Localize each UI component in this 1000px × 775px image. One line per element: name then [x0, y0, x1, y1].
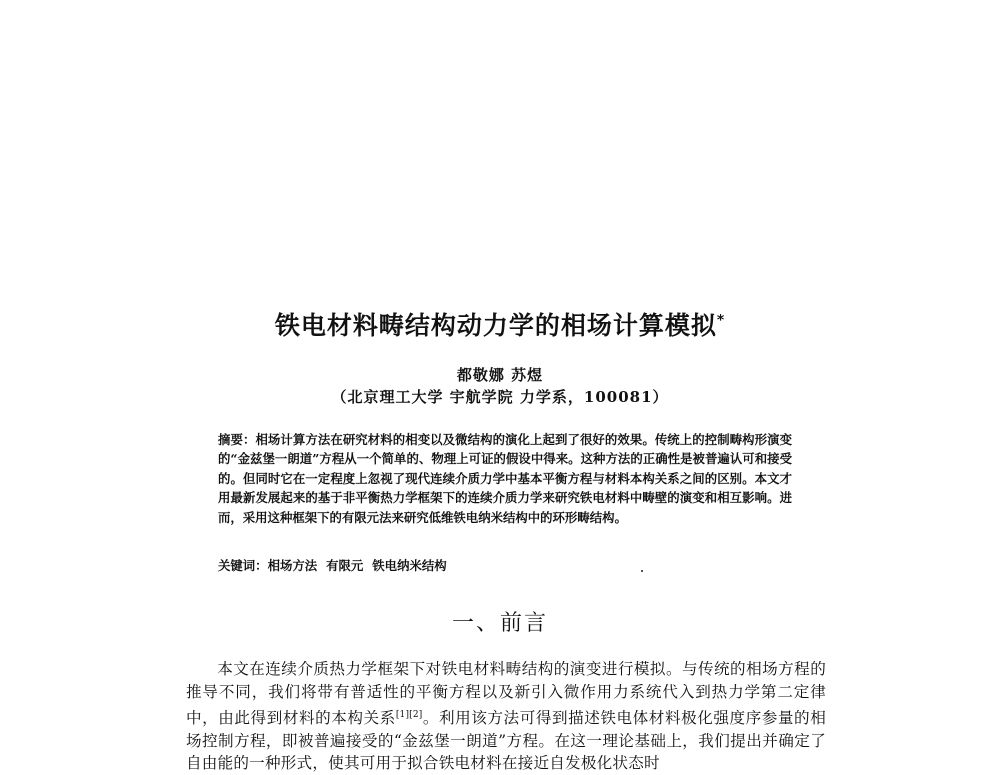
- abstract-label: 摘要：: [218, 432, 256, 447]
- body-paragraph: [186, 658, 826, 775]
- paper-title-text: 铁电材料畴结构动力学的相场计算模拟: [274, 311, 717, 340]
- body-text-part1: 本文在连续介质热力学框架下对铁电材料畴结构的演变进行模拟。与传统的相场方程的推导不同，我们将带有普适性的平衡方程以及新引入微作用力系统代入到热力学第二定律中，由此得到材料的本构关系: [186, 660, 826, 727]
- author-names: 都敬娜 苏煜: [456, 366, 544, 384]
- keyword-item: 相场方法: [267, 558, 318, 573]
- abstract-text: 相场计算方法在研究材料的相变以及微结构的演化上起到了很好的效果。传统上的控制畴构形演变的“金兹堡一朗道”方程从一个简单的、物理上可证的假设中得来。这种方法的正确性是被普遍认可和接受的。但同时它在一定程度上忽视了现代连续介质力学中基本平衡方程与材料本构关系之间的区别。本文才用最新发展起来的基于非平衡热力学框架下的连续介质力学来研究铁电材料中畴壁的演变和相互影响。进而，采用这种框架下的有限元法来研究低维铁电纳米结构中的环形畴结构。: [218, 432, 793, 525]
- keyword-item: 铁电纳米结构: [372, 558, 447, 573]
- paper-title: [0, 306, 1000, 342]
- keyword-item: 有限元: [326, 558, 364, 573]
- title-footnote-mark: *: [716, 312, 726, 329]
- author-affiliation: （北京理工大学 宇航学院 力学系，100081）: [331, 388, 669, 406]
- body-text-part2: 。利用该方法可得到描述铁电体材料极化强度序参量的相场控制方程，即被普遍接受的“金兹堡一朗道”方程。在这一理论基础上，我们提出并确定了自由能的一种形式，使其可用于拟合铁电材料在接近自发极化状态时: [186, 708, 826, 773]
- citation-ref: [1][2]: [395, 709, 423, 720]
- abstract: [218, 430, 792, 527]
- keywords-label: 关键词：: [218, 558, 268, 573]
- scan-speck: [641, 570, 643, 572]
- section-heading: 一、前言: [451, 611, 548, 636]
- keywords: [218, 556, 792, 574]
